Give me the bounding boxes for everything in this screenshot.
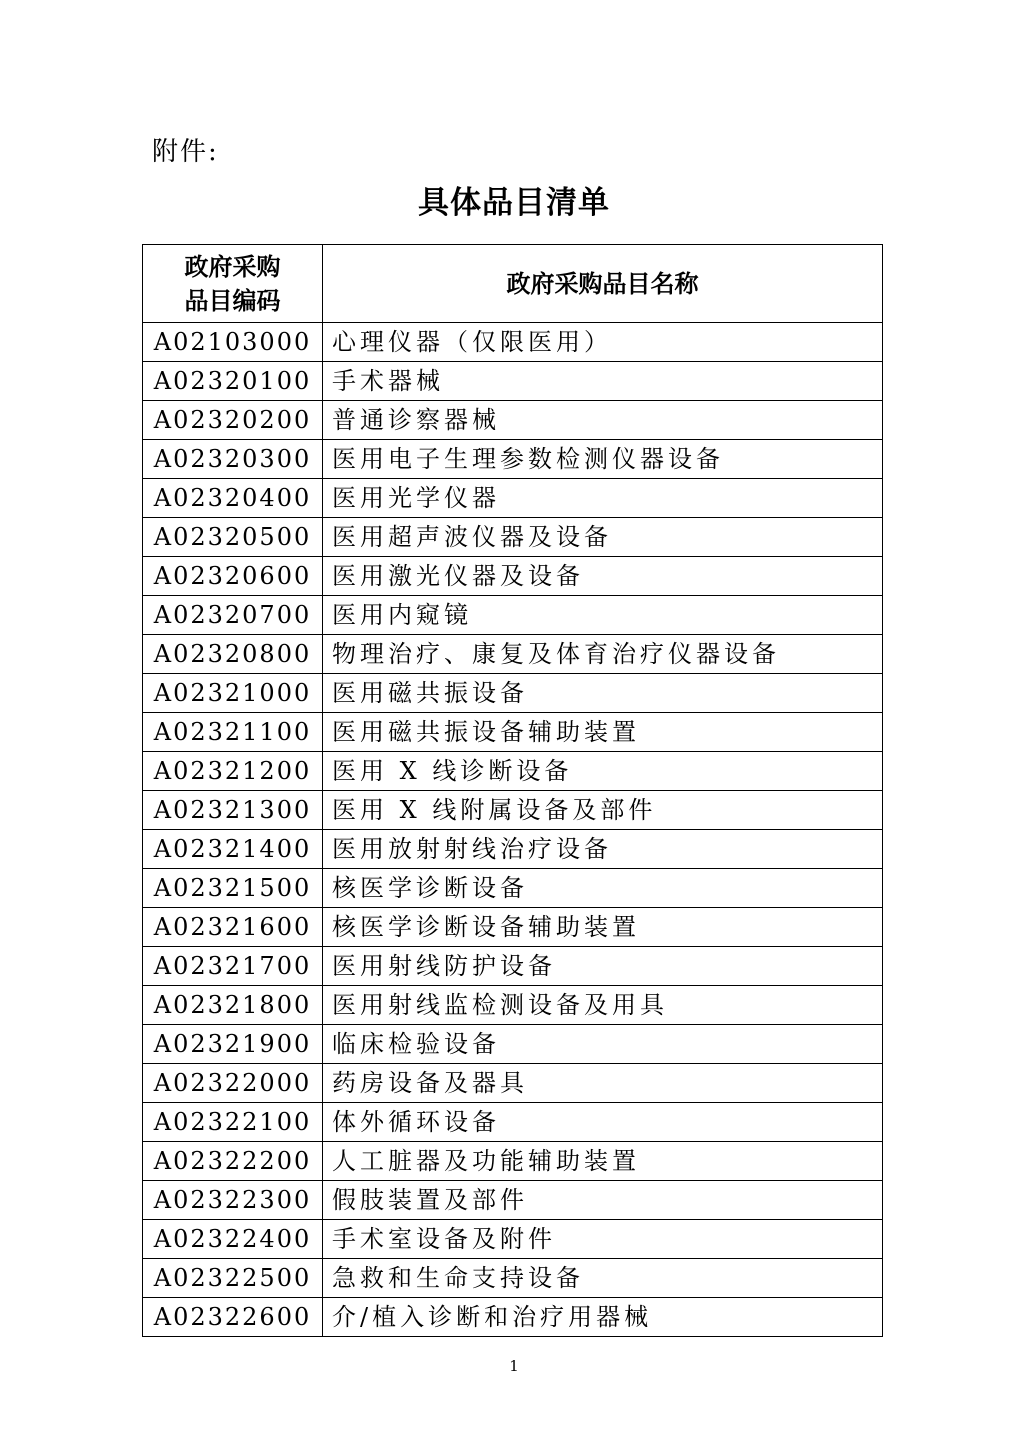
item-code-cell: A02321600 xyxy=(143,908,323,947)
table-row xyxy=(143,869,883,908)
item-name-cell: 手术器械 xyxy=(323,362,883,401)
item-code-cell: A02320800 xyxy=(143,635,323,674)
table-row xyxy=(143,752,883,791)
item-name-cell: 临床检验设备 xyxy=(323,1025,883,1064)
item-name-cell: 体外循环设备 xyxy=(323,1103,883,1142)
item-code-cell: A02320200 xyxy=(143,401,323,440)
item-code-cell: A02322100 xyxy=(143,1103,323,1142)
table-row xyxy=(143,518,883,557)
table-row xyxy=(143,557,883,596)
item-name-cell: 医用 X 线诊断设备 xyxy=(323,752,883,791)
item-code-cell: A02322400 xyxy=(143,1220,323,1259)
item-name-cell: 医用射线监检测设备及用具 xyxy=(323,986,883,1025)
item-code-cell: A02322500 xyxy=(143,1259,323,1298)
table-row xyxy=(143,791,883,830)
item-code-cell: A02321500 xyxy=(143,869,323,908)
item-name-cell: 普通诊察器械 xyxy=(323,401,883,440)
item-name-cell: 医用激光仪器及设备 xyxy=(323,557,883,596)
table-row xyxy=(143,635,883,674)
item-name-cell: 急救和生命支持设备 xyxy=(323,1259,883,1298)
item-name-cell: 医用电子生理参数检测仪器设备 xyxy=(323,440,883,479)
item-name-cell: 假肢装置及部件 xyxy=(323,1181,883,1220)
table-row xyxy=(143,674,883,713)
table-row xyxy=(143,1025,883,1064)
item-code-cell: A02321700 xyxy=(143,947,323,986)
table-row xyxy=(143,986,883,1025)
item-name-cell: 医用 X 线附属设备及部件 xyxy=(323,791,883,830)
item-name-cell: 介/植入诊断和治疗用器械 xyxy=(323,1298,883,1337)
item-name-cell: 心理仪器（仅限医用） xyxy=(323,323,883,362)
catalog-table-body xyxy=(143,323,883,1337)
table-row xyxy=(143,479,883,518)
item-code-cell: A02320100 xyxy=(143,362,323,401)
item-code-cell: A02320600 xyxy=(143,557,323,596)
table-row xyxy=(143,1298,883,1337)
item-code-cell: A02320700 xyxy=(143,596,323,635)
item-name-cell: 医用光学仪器 xyxy=(323,479,883,518)
code-column-header xyxy=(143,245,323,323)
item-name-cell: 物理治疗、康复及体育治疗仪器设备 xyxy=(323,635,883,674)
table-row xyxy=(143,1259,883,1298)
item-code-cell: A02320300 xyxy=(143,440,323,479)
item-code-cell: A02321800 xyxy=(143,986,323,1025)
item-code-cell: A02320400 xyxy=(143,479,323,518)
page-number: 1 xyxy=(509,1357,519,1375)
table-row xyxy=(143,1220,883,1259)
table-row xyxy=(143,596,883,635)
table-header-row xyxy=(143,245,883,323)
item-code-cell: A02321400 xyxy=(143,830,323,869)
document-title: 具体品目清单 xyxy=(418,185,610,221)
code-header-line2: 品目编码 xyxy=(184,286,281,315)
item-name-cell: 核医学诊断设备 xyxy=(323,869,883,908)
item-code-cell: A02322200 xyxy=(143,1142,323,1181)
attachment-label: 附件: xyxy=(152,137,219,167)
item-name-cell: 医用射线防护设备 xyxy=(323,947,883,986)
table-row xyxy=(143,713,883,752)
item-code-cell: A02321300 xyxy=(143,791,323,830)
item-name-cell: 药房设备及器具 xyxy=(323,1064,883,1103)
item-name-cell: 核医学诊断设备辅助装置 xyxy=(323,908,883,947)
table-row xyxy=(143,947,883,986)
item-name-cell: 医用内窥镜 xyxy=(323,596,883,635)
item-code-cell: A02321100 xyxy=(143,713,323,752)
catalog-table xyxy=(142,244,883,1337)
item-code-cell: A02322600 xyxy=(143,1298,323,1337)
item-code-cell: A02321200 xyxy=(143,752,323,791)
table-row xyxy=(143,440,883,479)
table-row xyxy=(143,401,883,440)
table-row xyxy=(143,362,883,401)
table-row xyxy=(143,1064,883,1103)
code-header-line1: 政府采购 xyxy=(184,252,281,281)
item-code-cell: A02322300 xyxy=(143,1181,323,1220)
table-row xyxy=(143,323,883,362)
table-row xyxy=(143,1103,883,1142)
item-name-cell: 医用超声波仪器及设备 xyxy=(323,518,883,557)
item-code-cell: A02322000 xyxy=(143,1064,323,1103)
item-name-cell: 医用放射射线治疗设备 xyxy=(323,830,883,869)
item-code-cell: A02321000 xyxy=(143,674,323,713)
item-code-cell: A02320500 xyxy=(143,518,323,557)
item-code-cell: A02103000 xyxy=(143,323,323,362)
item-name-cell: 医用磁共振设备辅助装置 xyxy=(323,713,883,752)
item-name-cell: 人工脏器及功能辅助装置 xyxy=(323,1142,883,1181)
item-name-cell: 医用磁共振设备 xyxy=(323,674,883,713)
item-code-cell: A02321900 xyxy=(143,1025,323,1064)
table-row xyxy=(143,908,883,947)
name-column-header: 政府采购品目名称 xyxy=(323,245,883,323)
item-name-cell: 手术室设备及附件 xyxy=(323,1220,883,1259)
table-row xyxy=(143,1142,883,1181)
table-row xyxy=(143,830,883,869)
table-row xyxy=(143,1181,883,1220)
